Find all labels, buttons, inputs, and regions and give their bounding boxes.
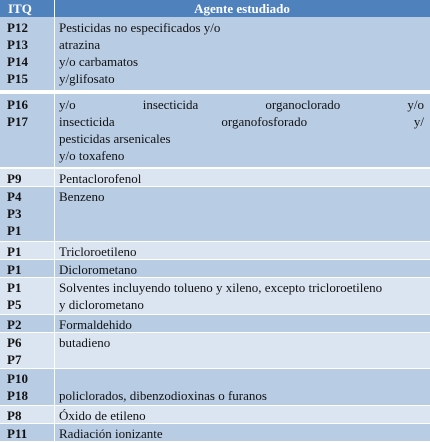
itq-code: P2 [7,317,22,332]
table-header [0,0,430,17]
itq-code: P1 [7,223,22,238]
agent-line [59,370,424,387]
itq-code: P9 [7,171,22,186]
itq-codes [7,407,51,424]
agent-line: butadieno [59,335,111,350]
itq-code: P18 [7,388,28,403]
agent-line: pesticidas arsenicales [59,131,171,146]
table-row [0,314,430,332]
agent-cell [59,425,424,442]
agent-cell [59,370,424,404]
row-divider [0,168,430,169]
itq-code: P15 [7,71,28,86]
agent-cell [59,279,424,313]
agent-word: organoclorado [265,97,341,112]
agent-cell [59,261,424,278]
itq-code: P1 [7,280,22,295]
row-divider [0,277,430,278]
table-row [0,277,430,314]
agent-word: insecticida [59,114,115,129]
agent-cell [59,243,424,260]
agent-word: y/o [59,97,76,112]
agent-cell [59,170,424,187]
agent-line: Pentaclorofenol [59,171,142,186]
table-row [0,332,430,368]
agent-line: y/o carbamatos [59,54,139,69]
agent-line: Radiación ionizante [59,426,163,441]
row-divider [0,186,430,187]
agent-line: Tricloroetileno [59,244,137,259]
agent-line: Pesticidas no especificados y/o [59,20,221,35]
itq-codes [7,170,51,187]
itq-codes [7,279,51,313]
table-row [0,423,430,441]
agent-cell [59,316,424,333]
itq-codes [7,261,51,278]
itq-codes [7,188,51,239]
agent-line [59,113,424,130]
agent-line: Solventes incluyendo tolueno y xileno, excepto tricloroetileno [59,280,383,295]
table-row [0,94,430,167]
table-row [0,405,430,423]
itq-code: P6 [7,335,22,350]
itq-code: P10 [7,371,28,386]
table-row [0,168,430,186]
itq-code: P11 [7,426,28,441]
table-row [0,17,430,90]
agent-cell [59,334,424,351]
itq-code: P12 [7,20,28,35]
agent-word: insecticida [142,97,199,112]
agent-line: y diclorometano [59,297,144,312]
agent-cell [59,407,424,424]
itq-codes [7,334,51,368]
agent-line: Benzeno [59,189,105,204]
itq-code: P4 [7,189,22,204]
agent-line: policlorados, dibenzodioxinas o furanos [59,388,267,403]
agent-cell [59,96,424,164]
row-divider [0,423,430,424]
itq-code: P16 [7,97,28,112]
agent-cell [59,188,424,205]
itq-codes [7,19,51,87]
header-itq: ITQ [8,1,32,16]
agent-line [59,96,424,113]
itq-code: P13 [7,37,28,52]
table-row [0,241,430,259]
header-agent: Agente estudiado [194,1,290,16]
agent-cell [59,19,424,87]
column-divider [54,0,55,441]
itq-code: P3 [7,206,22,221]
itq-code: P5 [7,297,22,312]
row-divider [0,259,430,260]
itq-code: P14 [7,54,28,69]
itq-code: P1 [7,244,22,259]
agent-word: y/ [413,114,424,129]
row-divider [0,368,430,369]
table-row [0,259,430,277]
table-row [0,186,430,241]
agent-line: Formaldehido [59,317,132,332]
row-divider [0,332,430,333]
itq-codes [7,96,51,130]
itq-code: P17 [7,114,28,129]
agent-word: organofosforado [221,114,308,129]
itq-code: P1 [7,262,22,277]
row-divider [0,405,430,406]
agent-word: y/o [407,97,424,112]
agent-line: Óxido de etileno [59,408,146,423]
itq-code: P8 [7,408,22,423]
itq-codes [7,243,51,260]
row-divider [0,314,430,315]
itq-codes [7,316,51,333]
agent-line: y/glifosato [59,71,115,86]
agent-line: Diclorometano [59,262,137,277]
itq-codes [7,425,51,442]
agent-line: atrazina [59,37,101,52]
agent-line: y/o toxafeno [59,148,125,163]
itq-codes [7,370,51,404]
table-row [0,368,430,405]
itq-code: P7 [7,352,22,367]
row-divider [0,241,430,242]
